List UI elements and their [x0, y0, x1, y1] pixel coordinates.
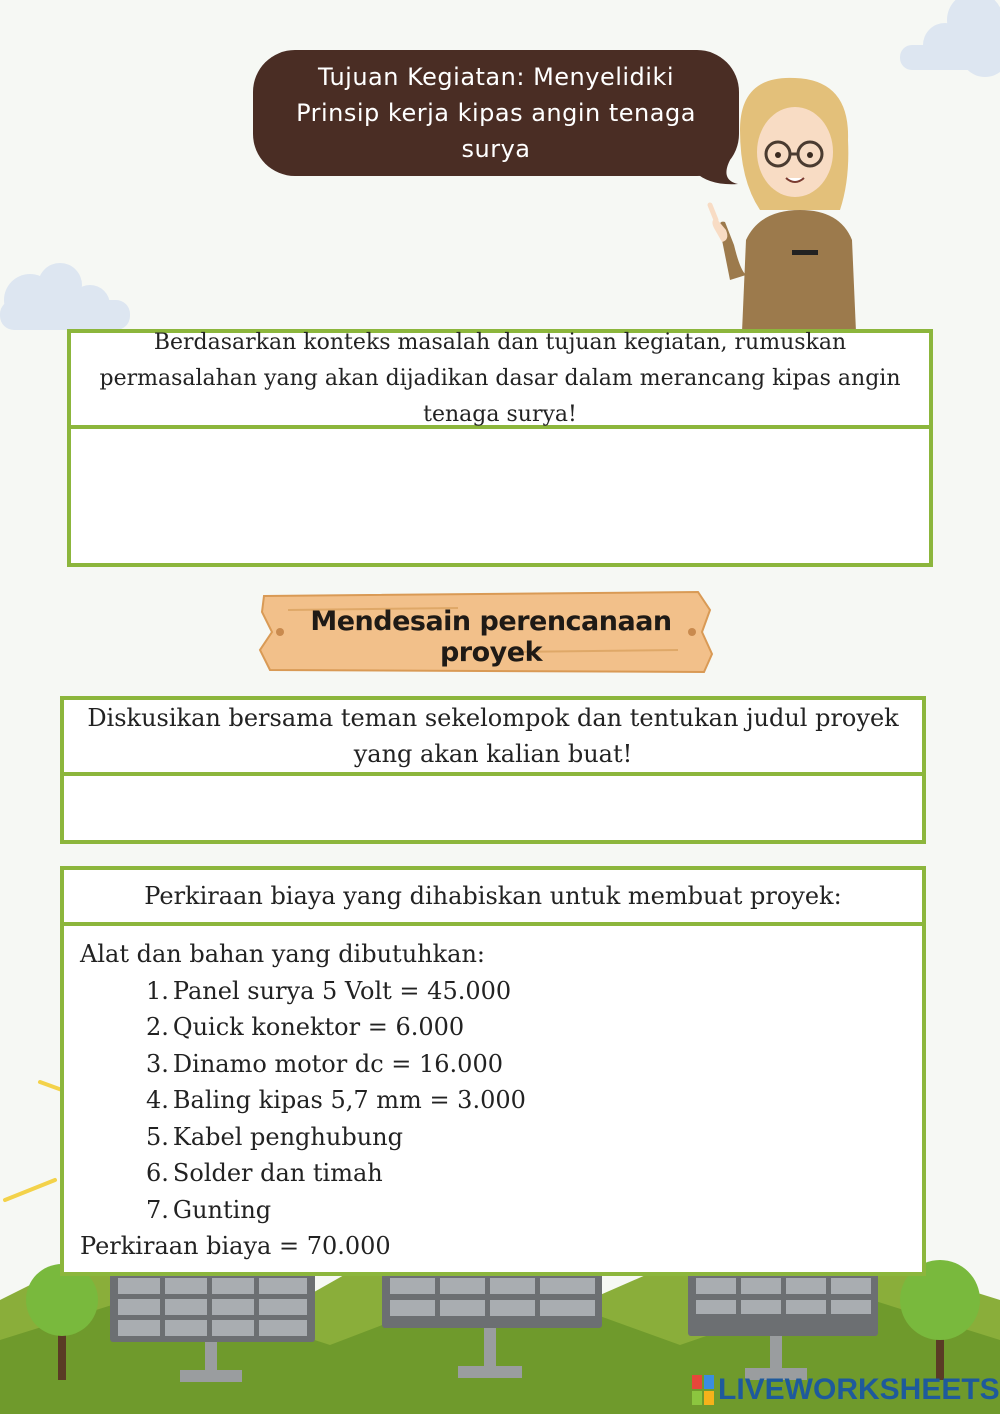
- liveworksheets-logo: [692, 1372, 1000, 1408]
- list-item: Dinamo motor dc = 16.000: [172, 1049, 503, 1078]
- cost-estimate-header: Perkiraan biaya yang dihabiskan untuk membuat proyek:: [64, 870, 922, 926]
- list-item: Quick konektor = 6.000: [172, 1013, 465, 1041]
- list-item: Baling kipas 5,7 mm = 3.000: [172, 1086, 526, 1114]
- project-title-answer-area[interactable]: [64, 776, 922, 840]
- list-item: Gunting: [172, 1195, 272, 1224]
- speech-bubble: [253, 50, 739, 176]
- cloud-top-right: [900, 0, 1000, 77]
- list-item: Solder dan timah: [172, 1159, 383, 1187]
- activity-goal-text: Tujuan Kegiatan: Menyelidiki Prinsip kerja kipas angin tenaga surya: [296, 63, 696, 163]
- cloud-left: [0, 263, 130, 330]
- project-title-prompt: Diskusikan bersama teman sekelompok dan tentukan judul proyek yang akan kalian buat!: [64, 700, 922, 776]
- cost-estimate-body: [64, 926, 922, 1275]
- brand-name: LIVEWORKSHEETS: [718, 1373, 1000, 1406]
- materials-intro: Alat dan bahan yang dibutuhkan:: [80, 940, 485, 968]
- cost-estimate-box: [60, 866, 926, 1276]
- problem-formulation-box: [67, 329, 933, 567]
- problem-answer-area[interactable]: [71, 429, 929, 563]
- project-title-box: [60, 696, 926, 844]
- liveworksheets-logo-icon: [692, 1375, 714, 1405]
- problem-prompt: Berdasarkan konteks masalah dan tujuan kegiatan, rumuskan permasalahan yang akan dijadikan dasar dalam merancang kipas angin tenaga surya!: [71, 333, 929, 429]
- materials-list: [80, 973, 906, 1229]
- cost-total: Perkiraan biaya = 70.000: [80, 1232, 391, 1260]
- list-item: Panel surya 5 Volt = 45.000: [172, 976, 512, 1005]
- list-item: Kabel penghubung: [172, 1122, 403, 1151]
- teacher-illustration: [700, 70, 860, 332]
- section-banner-label: Mendesain perencanaan proyek: [310, 606, 672, 668]
